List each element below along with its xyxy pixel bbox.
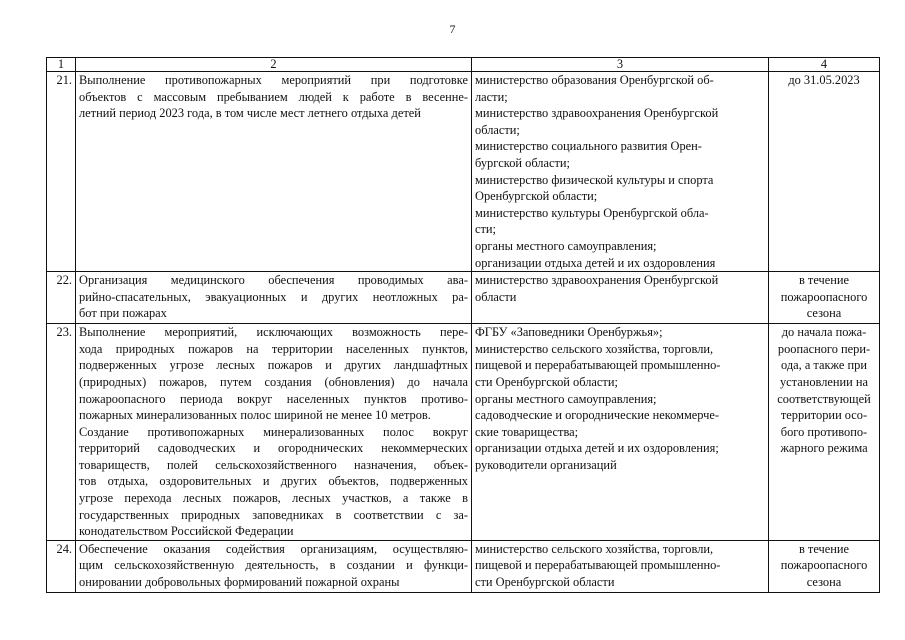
term-line: жарного режима xyxy=(780,441,868,456)
executor-cell xyxy=(472,72,769,272)
executor-line: Оренбургской области; xyxy=(475,189,598,204)
action-line: государственных природных заповедниках в соответствии с за- xyxy=(79,507,468,522)
executor-line: ласти; xyxy=(475,89,508,104)
row-number: 22. xyxy=(47,272,76,324)
action-line: пожарных минерализованных полос шириной не менее 10 метров. xyxy=(79,408,431,423)
executor-line: министерство сельского хозяйства, торговли, xyxy=(475,341,714,356)
term-line: сезона xyxy=(806,306,842,321)
action-line: онировании добровольных формирований пожарной охраны xyxy=(79,575,400,590)
action-cell xyxy=(76,324,472,541)
table-row xyxy=(47,272,880,324)
action-line: территорий садоводческих и огороднических некоммерческих xyxy=(79,441,468,456)
executor-line: министерство образования Оренбургской об- xyxy=(475,73,714,87)
term-cell xyxy=(769,324,880,541)
action-cell xyxy=(76,540,472,592)
executor-cell xyxy=(472,272,769,324)
action-line: щим сельскохозяйственную деятельность, в создании и функци- xyxy=(79,558,468,573)
row-number: 21. xyxy=(47,72,76,272)
executor-line: министерство здравоохранения Оренбургской xyxy=(475,273,719,288)
action-line: (природных) пожаров, путем создания (обновления) до начала xyxy=(79,374,468,389)
column-header-action: 2 xyxy=(76,58,472,72)
executor-line: министерство культуры Оренбургской обла- xyxy=(475,205,709,220)
row-number: 23. xyxy=(47,324,76,541)
term-line: роопасного пери- xyxy=(777,341,871,356)
term-cell xyxy=(769,272,880,324)
term-line: в течение xyxy=(798,541,850,556)
term-line: до начала пожа- xyxy=(781,325,867,340)
table-header-row xyxy=(47,58,880,72)
term-line: в течение xyxy=(798,273,850,288)
row-number: 24. xyxy=(47,540,76,592)
executor-cell xyxy=(472,324,769,541)
action-line: подверженных угрозе лесных пожаров и других ландшафтных xyxy=(79,358,468,373)
column-header-executor: 3 xyxy=(472,58,769,72)
executor-line: министерство здравоохранения Оренбургской xyxy=(475,106,719,121)
executor-line: садоводческие и огороднические некоммерче- xyxy=(475,408,720,423)
executor-line: министерство физической культуры и спорта xyxy=(475,172,714,187)
action-line: летний период 2023 года, в том числе мест летнего отдыха детей xyxy=(79,106,421,121)
executor-line: области xyxy=(475,289,517,304)
term-line: бого противопо- xyxy=(780,424,868,439)
table-row xyxy=(47,324,880,541)
action-line: Организация медицинского обеспечения проводимых ава- xyxy=(79,273,468,288)
term-line: установлении на xyxy=(779,374,869,389)
term-cell xyxy=(769,540,880,592)
term-line: территории осо- xyxy=(780,408,868,423)
action-line: объектов с массовым пребыванием людей к работе в весенне- xyxy=(79,89,468,104)
executor-line: сти; xyxy=(475,222,496,237)
executor-line: министерство сельского хозяйства, торговли, xyxy=(475,541,714,556)
column-header-term: 4 xyxy=(769,58,880,72)
column-header-number: 1 xyxy=(47,58,76,72)
action-line: хода природных пожаров на территории населенных пунктов, xyxy=(79,341,468,356)
action-line: Создание противопожарных минерализованных полос вокруг xyxy=(79,424,468,439)
executor-line: организации отдыха детей и их оздоровления; xyxy=(475,441,719,456)
action-line: Выполнение мероприятий, исключающих возможность пере- xyxy=(79,325,468,340)
executor-line: организации отдыха детей и их оздоровления xyxy=(475,255,716,270)
term-line: до 31.05.2023 xyxy=(788,73,860,87)
executor-line: области; xyxy=(475,122,520,137)
term-line: ода, а также при xyxy=(781,358,867,373)
action-line: товариществ, полей сельскохозяйственного назначения, объек- xyxy=(79,457,468,472)
executor-line: сти Оренбургской области; xyxy=(475,374,618,389)
executor-cell xyxy=(472,540,769,592)
action-line: бот при пожарах xyxy=(79,306,167,321)
executor-line: ФГБУ «Заповедники Оренбуржья»; xyxy=(475,325,663,340)
action-line: Выполнение противопожарных мероприятий при подготовке xyxy=(79,73,468,87)
table-row xyxy=(47,540,880,592)
executor-line: министерство социального развития Орен- xyxy=(475,139,702,154)
action-cell xyxy=(76,272,472,324)
action-line: рийно-спасательных, эвакуационных и других неотложных ра- xyxy=(79,289,468,304)
action-line: Обеспечение оказания содействия организациям, осуществляю- xyxy=(79,541,468,556)
term-line: сезона xyxy=(806,575,842,590)
table-row xyxy=(47,72,880,272)
term-cell xyxy=(769,72,880,272)
action-line: пожароопасного периода вокруг населенных пунктов противо- xyxy=(79,391,468,406)
action-cell xyxy=(76,72,472,272)
executor-line: органы местного самоуправления; xyxy=(475,238,657,253)
page-number: 7 xyxy=(449,22,456,36)
executor-line: руководители организаций xyxy=(475,457,617,472)
term-line: пожароопасного xyxy=(780,289,868,304)
executor-line: бургской области; xyxy=(475,155,570,170)
action-line: тов отдыха, оздоровительных и других объектов, подверженных xyxy=(79,474,468,489)
executor-line: ские товарищества; xyxy=(475,424,579,439)
term-line: пожароопасного xyxy=(780,558,868,573)
measures-table xyxy=(46,57,880,593)
executor-line: пищевой и перерабатывающей промышленно- xyxy=(475,358,721,373)
executor-line: сти Оренбургской области xyxy=(475,575,615,590)
action-line: угрозе перехода лесных пожаров, лесных участков, а также в xyxy=(79,491,468,506)
executor-line: пищевой и перерабатывающей промышленно- xyxy=(475,558,721,573)
executor-line: органы местного самоуправления; xyxy=(475,391,657,406)
term-line: соответствующей xyxy=(777,391,871,406)
action-line: конодательством Российской Федерации xyxy=(79,524,294,539)
